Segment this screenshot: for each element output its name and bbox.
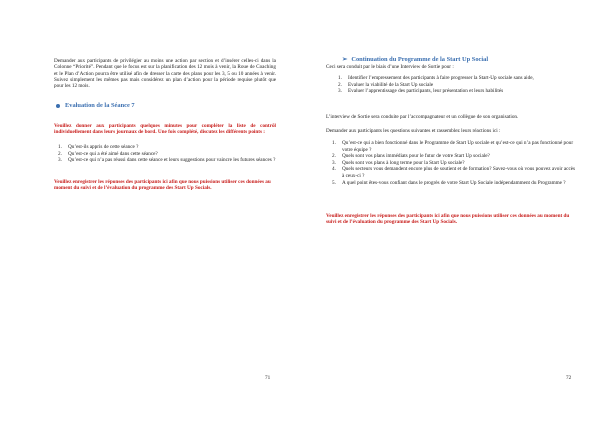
question-list	[332, 140, 576, 186]
aims-list	[338, 75, 573, 95]
list-item: 1. Qu’est-ils appris de cette séance ?	[58, 144, 139, 150]
record-answers-note: Veuillez enregistrer les réponses des participants ici afin que nous puissions utiliser ces données au moment du suivi et de l’évaluation du programme des Start Up Socials.	[326, 213, 570, 226]
list-item: 1. Qu’est-ce qui a bien fonctionné dans le Programme de Start Up sociale et qu’est-ce qui n’a pas fonctionné pour votre équipe ?	[332, 140, 574, 153]
list-item: 3. Qu’est-ce qui n’a pas réussi dans cette séance et leurs suggestions pour vaincre les futures séances ?	[58, 157, 276, 164]
ask-text: Demander aux participants les questions suivantes et rassemblez leurs réactions ici :	[326, 128, 501, 134]
list-item: 2. Qu’est-ce qui a été aimé dans cette séance?	[58, 150, 158, 157]
list-item: 1. Identifier l’empressement des participants à faire progresser la Start-Up sociale sans aide,	[338, 75, 534, 81]
section-heading: Evaluation de la Séance 7	[56, 102, 135, 109]
intro-paragraph: Demander aux participants de privilégier au moins une action par section et d’insérer celles-ci dans la Colonne “Priorité”. Pendant que le focus est sur la planification des 12 mois à venir, la Roue de Coaching et le Plan d’Action pourra être utilisé afin de dresser la carte des plans pour les 3, 5 ou 10 années à venir. Suivez simplement les mêmes pas mais considérez un plan d’action pour la période requise plutôt que pour les 12 mois.	[54, 58, 276, 90]
list-item: 2. Quels sont vos plans immédiats pour le futur de votre Start Up sociale?	[332, 153, 490, 160]
arrow-right-icon: ➢	[342, 56, 348, 63]
list-item: 2. Evaluer la viabilité de la Start Up sociale	[338, 81, 434, 88]
list-item: 4. Quels secteurs vous demandent encore plus de soutient et de formation? Savez-vous où vous pouvez avoir accès à ceux-ci ?	[332, 166, 576, 179]
record-answers-note: Veuillez enregistrer les réponses des participants ici afin que nous puissions utiliser ces données au moment du suivi et de l’évaluation du programme des Start Up Socials.	[54, 179, 271, 192]
question-list	[58, 144, 276, 164]
list-item: 3. Evaluer l’apprentissage des participants, leur présentation et leurs habilités	[338, 88, 504, 95]
intro-line: Ceci sera conduit par le biais d’une Interview de Sortie pour :	[326, 64, 454, 70]
instruction-text: Veuillez donner aux participants quelques minutes pour compléter la liste de contrôl individuellement dans leurs journaux de bord. Une fois complété, discutez les différents points :	[54, 123, 276, 136]
bullet-dot-icon	[56, 104, 60, 108]
exit-interview-text: L’interview de Sortie sera conduite par l’accompagnateur et un collègue de son organisation.	[326, 114, 519, 120]
page-number: 72	[566, 375, 572, 381]
page-number: 71	[265, 375, 271, 381]
list-item: 5. A quel point êtes-vous confiant dans le progrès de votre Start Up Sociale indépendamment du Programme ?	[332, 179, 566, 186]
list-item: 3. Quels sont vos plans à long terme pour la Start Up sociale?	[332, 159, 465, 166]
right-page	[300, 0, 600, 424]
section-heading: ➢ Continuation du Programme de la Start Up Social	[342, 56, 489, 63]
